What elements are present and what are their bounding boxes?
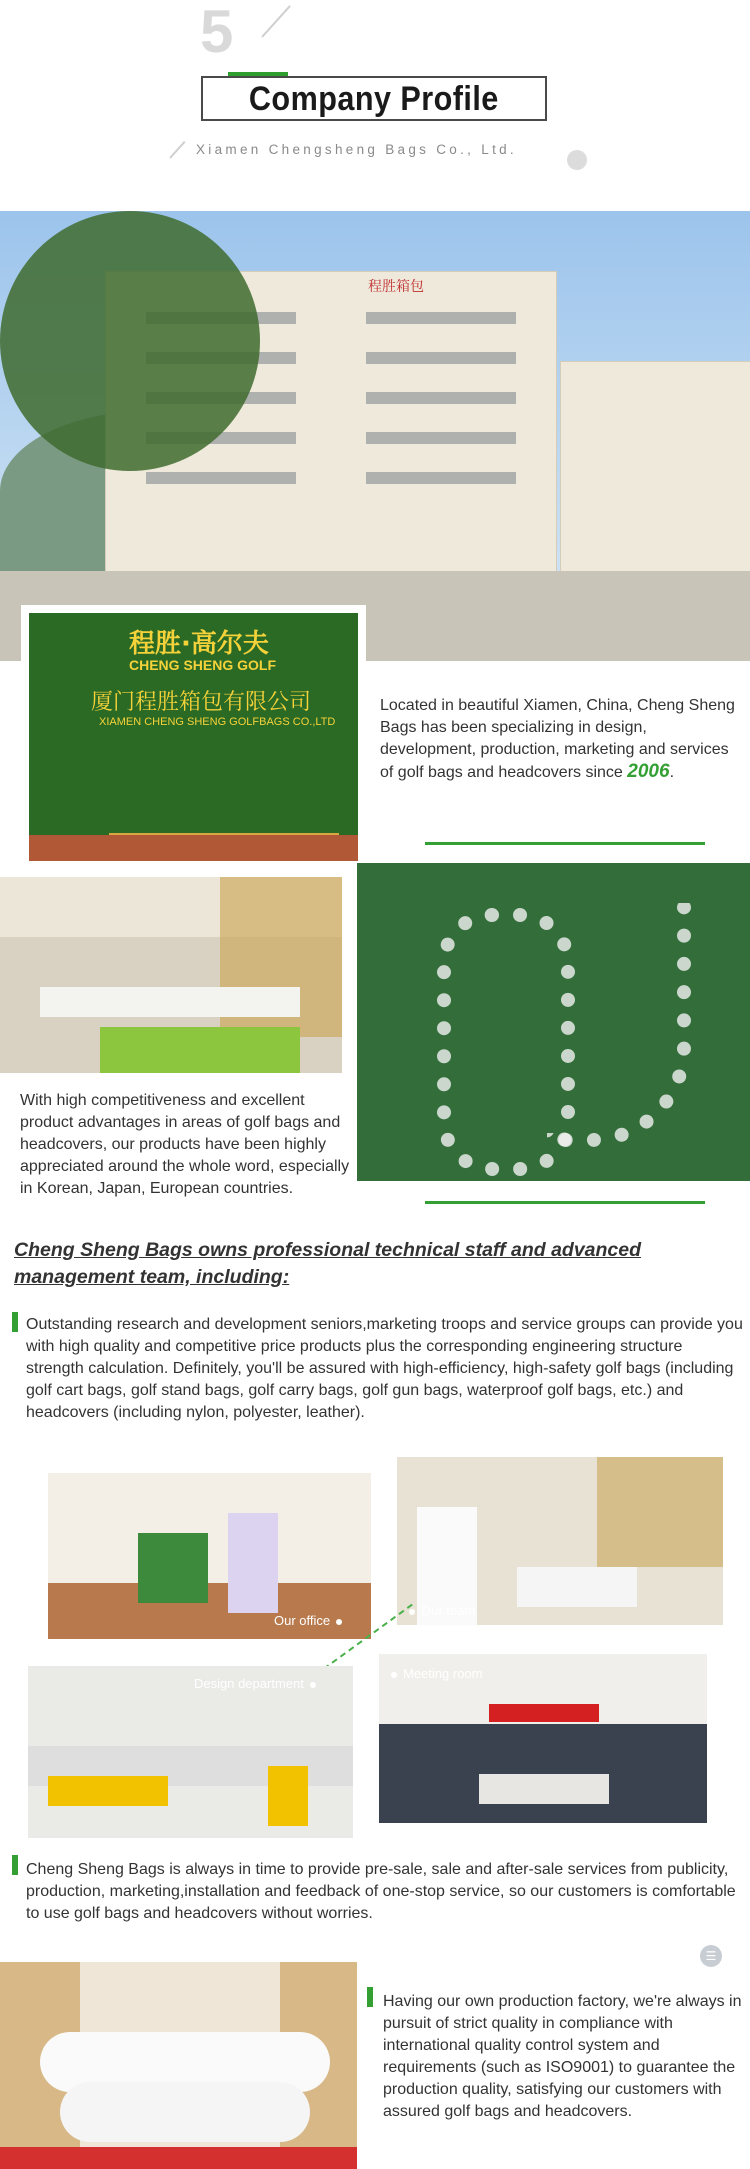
meeting-room-photo bbox=[379, 1654, 707, 1823]
paragraph-marker bbox=[12, 1312, 18, 1332]
title-box bbox=[201, 76, 547, 121]
team-heading: Cheng Sheng Bags owns professional technical staff and advanced management team, including: bbox=[14, 1239, 642, 1288]
factory-text: Having our own production factory, we're always in pursuit of strict quality in compliance with international quality control system and requirements (such as ISO9001) to guarantee the production quality, satisfying our customers with assured golf bags and headcovers. bbox=[383, 1993, 742, 2120]
tree bbox=[0, 211, 260, 471]
sign-brand: 程胜·高尔夫 bbox=[129, 629, 269, 659]
sign-photo bbox=[29, 613, 358, 861]
team-sj-photo bbox=[357, 863, 750, 1181]
service-text: Cheng Sheng Bags is always in time to provide pre-sale, sale and after-sale services from publicity, production, marketing,installation and feedback of one-stop service, so our customers is comfortable to use golf bags and headcovers without worries. bbox=[26, 1861, 736, 1922]
decor-dot bbox=[567, 150, 587, 170]
sign-brand-en: CHENG SHENG GOLF bbox=[129, 657, 277, 673]
plant-stands bbox=[109, 763, 339, 837]
caption-office: Our office bbox=[274, 1613, 348, 1628]
divider-line bbox=[425, 842, 705, 845]
floor bbox=[29, 835, 358, 861]
page-title: Company Profile bbox=[249, 80, 499, 118]
group-photo bbox=[0, 1962, 357, 2169]
sign-name-en: XIAMEN CHENG SHENG GOLFBAGS CO.,LTD bbox=[99, 716, 336, 728]
competitive-text: With high competitiveness and excellent product advantages in areas of golf bags and headcovers, our products have been highly appreciated around the whole word, especially in Korean, Japan, European countries. bbox=[20, 1092, 350, 1197]
scroll-top-icon[interactable]: ☰ bbox=[700, 1945, 722, 1967]
sign-name-cn: 厦门程胜箱包有限公司 bbox=[91, 690, 312, 715]
caption-meeting: Meeting room bbox=[385, 1666, 482, 1681]
divider-line-2 bbox=[425, 1201, 705, 1204]
side-building bbox=[560, 361, 750, 583]
paragraph-marker-2 bbox=[12, 1855, 18, 1875]
our-office-photo bbox=[48, 1473, 371, 1639]
design-department-photo bbox=[28, 1666, 353, 1838]
founding-year: 2006 bbox=[627, 761, 670, 782]
header-slash bbox=[261, 5, 291, 38]
building-photo bbox=[0, 211, 750, 661]
letter-j-formation bbox=[547, 903, 691, 1147]
caption-design: Design department bbox=[194, 1676, 322, 1691]
office-photo bbox=[0, 877, 342, 1073]
page-subtitle: Xiamen Chengsheng Bags Co., Ltd. bbox=[196, 142, 517, 157]
paragraph-marker-3 bbox=[367, 1987, 373, 2007]
our-team-photo bbox=[397, 1457, 723, 1625]
building-sign: 程胜箱包 bbox=[368, 279, 424, 295]
header-slash-bottom bbox=[169, 141, 185, 159]
team-text: Outstanding research and development seniors,marketing troops and service groups can provide you with high quality and competitive price products plus the corresponding engineering structure strength calculation. Definitely, you'll be assured with high-efficiency, high-safety golf bags (including golf cart bags, golf stand bags, golf carry bags, golf gun bags, waterproof golf bags, etc.) and headcovers (including nylon, polyester, leather). bbox=[26, 1316, 743, 1421]
intro-text: Located in beautiful Xiamen, China, Cheng Sheng Bags has been specializing in design, development, production, marketing and services of golf bags and headcovers since 2006. bbox=[380, 697, 735, 782]
section-number: 5 bbox=[200, 0, 234, 65]
caption-team: Our team bbox=[403, 1603, 475, 1618]
